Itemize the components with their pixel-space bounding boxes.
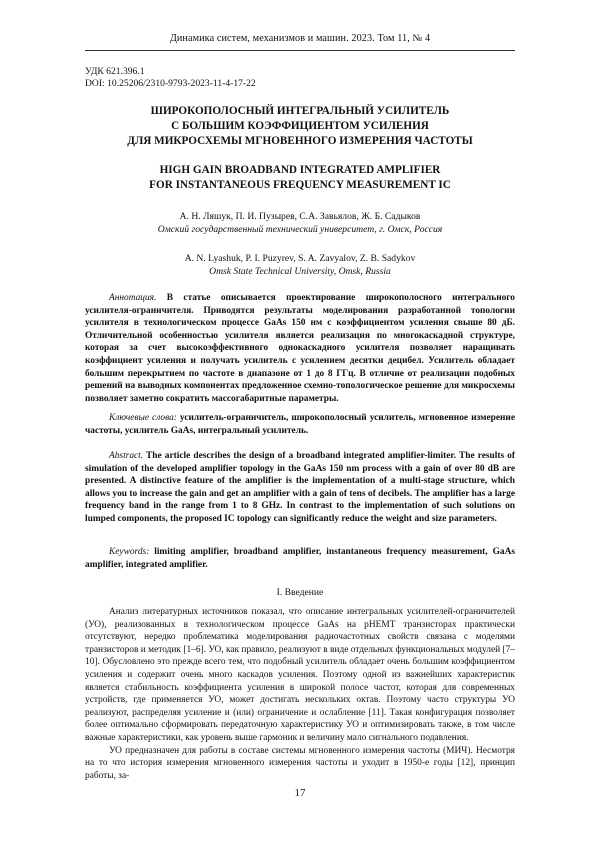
- running-head: Динамика систем, механизмов и машин. 2023. Том 11, № 4: [169, 33, 431, 44]
- title-en-line: FOR INSTANTANEOUS FREQUENCY MEASUREMENT IC: [149, 179, 451, 192]
- abstract-en-text: The article describes the design of a broadband integrated amplifier-limiter. The results of simulation of the developed amplifier topology in the GaAs 150 nm process with a gain of over 80 dB are presented. A distinctive feature of the amplifier is the implementation of a multi-stage structure, which allows you to increase the gain and get an amplifier with a gain of tens of decibels. The amplifier has a large frequency band in the range from 1 to 8 GHz. In contrast to the implementation of such solutions on lumped components, the proposed IC topology can significantly reduce the weight and size parameters.: [85, 451, 515, 524]
- authors-en: A. N. Lyashuk, P. I. Puzyrev, S. A. Zavyalov, Z. B. Sadykov: [184, 253, 416, 264]
- keywords-ru: [85, 412, 515, 437]
- title-ru-line: С БОЛЬШИМ КОЭФФИЦИЕНТОМ УСИЛЕНИЯ: [171, 120, 429, 133]
- body-paragraph: УО предназначен для работы в составе системы мгновенного измерения частоты (МИЧ). Несмотря на то что история измерения мгновенного измерения частоты и уходит в 1950-е годы [12], принцип работы, за-: [85, 745, 515, 781]
- keywords-en-label: Keywords:: [109, 547, 150, 557]
- affiliation-en: Omsk State Technical University, Omsk, Russia: [209, 266, 391, 277]
- body-paragraph: Анализ литературных источников показал, что описание интегральных усилителей-ограничителей (УО), реализованных в технологическом процессе GaAs на pHEMT транзисторах практически отсутствуют, нередко проблематика моделирования радиочастотных свойств связана с моделями транзисторов и методик [1–6]. УО, как правило, реализуют в виде отдельных функциональных модулей [7–10]. Обусловлено это прежде всего тем, что подобный усилитель обладает очень большим коэффициентом усиления и содержит очень много каскадов усиления. Поэтому одной из важнейших характеристик является стабильность коэффициента усиления в широкой полосе частот, которая для современных устройств, где применяется УО, может достигать нескольких октав. Поэтому часто структуры УО реализуют, распределяя усиление и (или) ограничение и ослабление [11]. Такая конфигурация позволяет более оптимально сформировать передаточную характеристику УО и оптимизировать также, в том числе важные характеристики, как уровень выше гармоник и величину мало сигнального подавления.: [85, 607, 515, 743]
- affiliation-ru: Омский государственный технический университет, г. Омск, Россия: [157, 224, 443, 235]
- abstract-ru-text: В статье описывается проектирование широкополосного интегрального усилителя-ограничителя. Приводятся результаты моделирования разработанной топологии усилителя в технологическом процессе GaAs 150 нм с коэффициентом усиления свыше 80 дБ. Отличительной особенностью усилителя является реализация по многокаскадной структуре, которая за счет высокоэффективного однокаскадного усилителя позволяет наращивать коэффициент усиления и получать усилитель с усилением десятки децибел. Усилитель обладает большим перекрытием по частоте в диапазоне от 1 до 8 ГГц. В отличие от реализации подобных решений на выводных компонентах предложенное схемно-топологическое решение для микросхемы позволяет заметно сократить массогабаритные параметры.: [85, 293, 515, 404]
- body-text: [85, 606, 515, 782]
- keywords-en-text: limiting amplifier, broadband amplifier, instantaneous frequency measurement, GaAs amplifier, integrated amplifier.: [85, 547, 515, 570]
- page-number: 17: [294, 787, 306, 799]
- udk-code: УДК 621.396.1: [85, 66, 145, 77]
- authors-ru: А. Н. Ляшук, П. И. Пузырев, С.А. Завьялов, Ж. Б. Садыков: [179, 211, 421, 222]
- doi: DOI: 10.25206/2310-9793-2023-11-4-17-22: [85, 78, 256, 89]
- abstract-ru: [85, 292, 515, 405]
- section-heading: I. Введение: [276, 587, 324, 598]
- keywords-en: [85, 546, 515, 571]
- title-en-line: HIGH GAIN BROADBAND INTEGRATED AMPLIFIER: [159, 164, 441, 176]
- title-en: [60, 163, 540, 193]
- abstract-en: [85, 450, 515, 526]
- header-rule: [85, 50, 515, 51]
- title-ru-line: ШИРОКОПОЛОСНЫЙ ИНТЕГРАЛЬНЫЙ УСИЛИТЕЛЬ: [150, 105, 450, 117]
- title-ru: [60, 104, 540, 150]
- abstract-ru-label: Аннотация.: [109, 293, 157, 303]
- abstract-en-label: Abstract.: [109, 451, 144, 461]
- title-ru-line: ДЛЯ МИКРОСХЕМЫ МГНОВЕННОГО ИЗМЕРЕНИЯ ЧАСТОТЫ: [127, 135, 473, 148]
- keywords-ru-label: Ключевые слова:: [109, 413, 177, 423]
- keywords-ru-text: усилитель-ограничитель, широкополосный усилитель, мгновенное измерение частоты, усилитель GaAs, интегральный усилитель.: [85, 413, 515, 436]
